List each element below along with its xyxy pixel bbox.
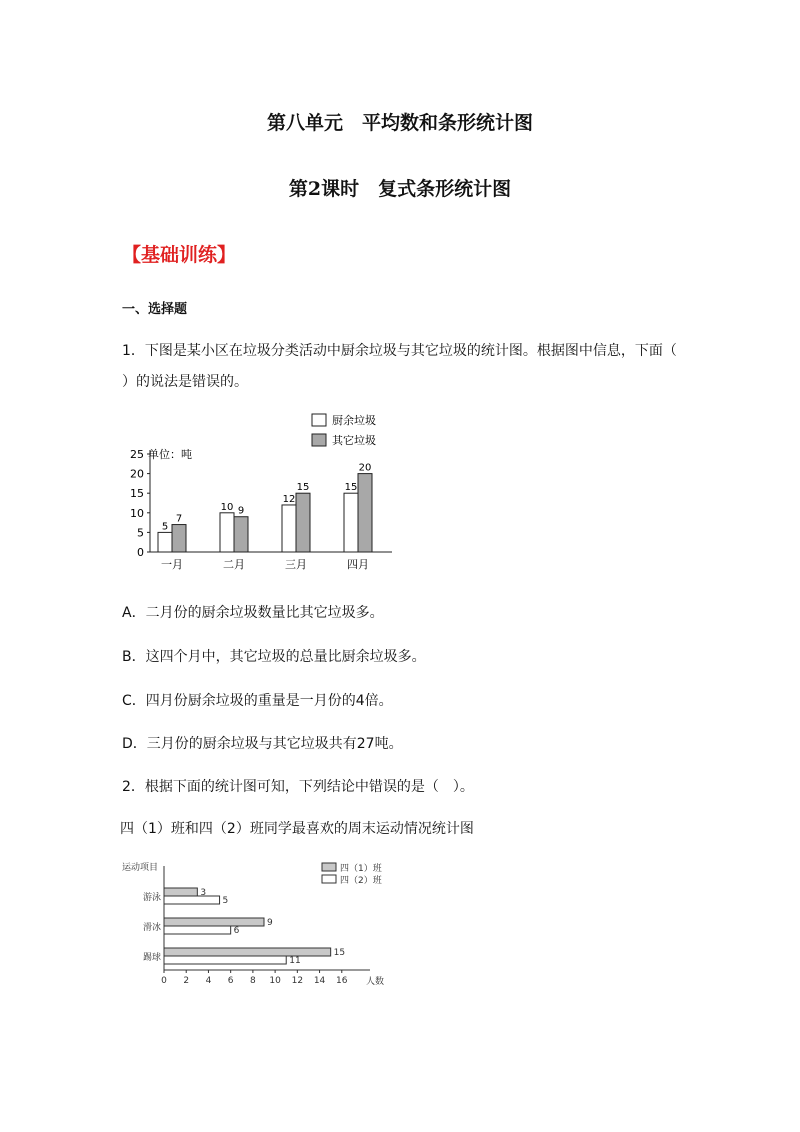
chart1-unit-label: 单位：吨	[148, 448, 192, 461]
q2-line1: 2．根据下面的统计图可知，下列结论中错误的是（ ）。	[122, 779, 474, 795]
chart1-data-label: 5	[161, 521, 169, 533]
chart2-bar-class1	[164, 948, 331, 956]
q1-option-c[interactable]: C．四月份厨余垃圾的重量是一月份的4倍。	[122, 693, 393, 709]
chart1-category-label: 四月	[347, 558, 369, 571]
chart1-bars	[158, 474, 372, 552]
chart2-data-label: 3	[200, 888, 207, 898]
chart1-y-tick-label: 10	[130, 506, 144, 520]
chart1-data-labels	[162, 463, 372, 533]
chart2-legend-label: 四（2）班	[340, 876, 382, 886]
chart2-x-tick-label: 0	[161, 976, 167, 986]
q1-option-b[interactable]: B．这四个月中，其它垃圾的总量比厨余垃圾多。	[122, 649, 426, 665]
chart1-data-label: 9	[237, 505, 245, 517]
chart2-legend-swatch	[322, 863, 336, 871]
chart1-bar-kitchen	[344, 493, 358, 552]
chart2-data-label: 15	[333, 948, 346, 958]
chart1-category-labels	[161, 558, 369, 571]
chart1-data-label: 15	[344, 482, 358, 494]
sports-bar-chart	[118, 856, 388, 990]
chart2-x-tick-label: 10	[269, 976, 281, 986]
chart1-legend-label: 厨余垃圾	[332, 414, 376, 427]
chart2-y-axis-label: 运动项目	[122, 863, 159, 873]
chart2-x-tick-label: 4	[205, 976, 212, 986]
chart2-bar-class2	[164, 896, 220, 904]
chart2-x-tick-label: 8	[250, 976, 256, 986]
chart2-bar-class2	[164, 926, 231, 934]
chart2-x-tick-label: 14	[313, 976, 326, 986]
chart2-category-label: 滑冰	[142, 923, 161, 933]
chart1-bar-other	[234, 517, 248, 552]
chart2-category-label: 踢球	[142, 953, 161, 963]
chart2-data-label: 11	[289, 956, 301, 966]
chart1-data-label: 10	[220, 501, 234, 513]
chart2-data-label: 5	[222, 896, 229, 906]
chart2-bars	[164, 888, 331, 964]
chart2-category-labels	[143, 891, 161, 963]
chart1-legend-swatch	[312, 414, 326, 426]
chart2-bar-class2	[164, 956, 286, 964]
chart2-x-axis-label: 人数	[366, 977, 385, 987]
chart2-data-label: 9	[267, 918, 273, 928]
chart2-x-tick-label: 16	[336, 976, 348, 986]
section-heading: 【基础训练】	[122, 244, 237, 266]
chart1-y-ticks	[130, 448, 150, 559]
chart1-data-label: 7	[175, 513, 183, 525]
chart2-bar-class1	[164, 888, 197, 896]
chart1-bar-other	[172, 525, 186, 552]
chart1-category-label: 一月	[161, 558, 183, 571]
chart1-category-label: 二月	[223, 558, 245, 571]
chart2-bar-class1	[164, 918, 264, 926]
chart1-legend-swatch	[312, 434, 326, 446]
q1-option-a[interactable]: A．二月份的厨余垃圾数量比其它垃圾多。	[122, 605, 384, 621]
chart2-x-tick-label: 2	[183, 976, 190, 986]
chart2-legend-label: 四（1）班	[340, 864, 382, 874]
chart1-bar-kitchen	[282, 505, 296, 552]
chart2-legend-swatch	[322, 875, 336, 883]
unit-title: 第八单元 平均数和条形统计图	[266, 112, 533, 134]
chart2-x-tick-label: 6	[227, 976, 234, 986]
lesson-title: 第2课时 复式条形统计图	[288, 178, 512, 200]
part-heading: 一、选择题	[122, 302, 188, 317]
chart1-y-tick-label: 20	[130, 467, 144, 481]
chart1-category-label: 三月	[285, 558, 307, 571]
chart1-data-label: 20	[358, 462, 372, 474]
chart1-data-label: 15	[296, 482, 310, 494]
chart1-bar-kitchen	[158, 532, 172, 552]
chart2-category-label: 游泳	[142, 893, 161, 903]
q1-option-d[interactable]: D．三月份的厨余垃圾与其它垃圾共有27吨。	[122, 736, 403, 752]
chart1-bar-other	[296, 493, 310, 552]
q1-line2: ）的说法是错误的。	[122, 374, 248, 390]
chart1-data-label: 12	[282, 493, 296, 505]
chart1-bar-other	[358, 474, 372, 552]
chart1-bar-kitchen	[220, 513, 234, 552]
chart2-data-label: 6	[233, 926, 240, 936]
chart1-y-tick-label: 15	[130, 487, 144, 501]
chart1-y-tick-label: 0	[137, 546, 144, 559]
chart1-y-tick-label: 25	[130, 448, 144, 461]
chart2-x-tick-label: 12	[291, 976, 304, 986]
chart1-legend-label: 其它垃圾	[332, 434, 376, 447]
chart2-x-ticks	[161, 970, 348, 986]
q2-chart-title: 四（1）班和四（2）班同学最喜欢的周末运动情况统计图	[120, 821, 474, 837]
chart1-y-tick-label: 5	[137, 526, 144, 540]
chart1-legend	[312, 413, 376, 447]
q1-line1: 1．下图是某小区在垃圾分类活动中厨余垃圾与其它垃圾的统计图。根据图中信息，下面（	[122, 343, 677, 359]
chart2-legend	[322, 862, 382, 886]
garbage-bar-chart	[120, 408, 420, 578]
